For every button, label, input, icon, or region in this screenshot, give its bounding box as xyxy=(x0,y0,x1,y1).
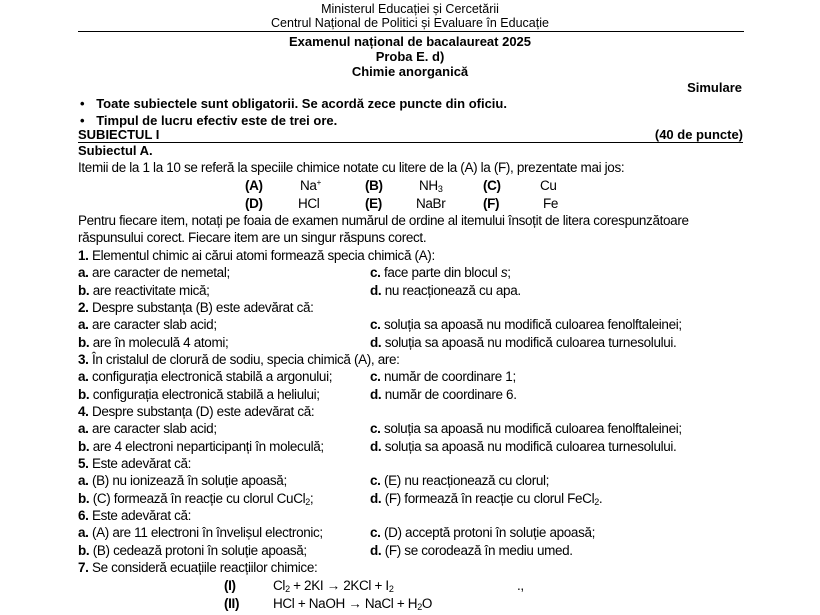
item-question: 7. Se consideră ecuațiile reacțiilor chimice: xyxy=(78,560,318,575)
option-c: c. (D) acceptă protoni în soluție apoasă; xyxy=(370,525,596,540)
option-d: d. (F) se corodează în mediu umed. xyxy=(370,543,573,558)
option-a: a. (A) are 11 electroni în învelișul electronic; xyxy=(78,525,323,540)
item-question: 5. Este adevărat că: xyxy=(78,456,192,471)
item-question: 3. În cristalul de clorură de sodiu, specia chimică (A), are: xyxy=(78,352,400,367)
reaction-label: (II) xyxy=(224,596,240,611)
simulare-label: Simulare xyxy=(687,80,742,95)
section-points: (40 de puncte) xyxy=(654,127,743,142)
species-label: (F) xyxy=(483,196,500,211)
rule-item: • Toate subiectele sunt obligatorii. Se acordă zece puncte din oficiu. xyxy=(80,96,507,111)
reaction-label: (I) xyxy=(224,578,236,593)
section-title: SUBIECTUL I xyxy=(78,127,160,142)
option-c: c. face parte din blocul s; xyxy=(370,265,511,280)
species-label: (A) xyxy=(245,178,263,193)
exam-proba: Proba E. d) xyxy=(375,49,445,64)
option-b: b. are în moleculă 4 atomi; xyxy=(78,335,229,350)
rule-item: • Timpul de lucru efectiv este de trei ore. xyxy=(80,113,338,128)
species-formula: Fe xyxy=(543,196,559,211)
header-divider xyxy=(78,31,744,32)
species-formula: Cu xyxy=(540,178,557,193)
species-formula: $NH_3$ xyxy=(419,178,443,194)
bullet-icon: • xyxy=(80,96,85,111)
species-formula: Na+ xyxy=(300,178,321,193)
exam-subject: Chimie anorganică xyxy=(351,64,469,79)
species-label: (D) xyxy=(245,196,263,211)
option-b: b. (C) formează în reacție cu clorul CuCl$_2$; xyxy=(78,491,314,507)
option-a: a. (B) nu ionizează în soluție apoasă; xyxy=(78,473,287,488)
reaction-trail: ., xyxy=(517,578,524,593)
option-d: d. soluția sa apoasă nu modifică culoarea turnesolului. xyxy=(370,439,677,454)
option-d: d. număr de coordinare 6. xyxy=(370,387,517,402)
ministry-name: Ministerul Educației și Cercetării xyxy=(321,2,499,16)
option-c: c. (E) nu reacționează cu clorul; xyxy=(370,473,550,488)
species-label: (E) xyxy=(365,196,382,211)
option-b: b. are reactivitate mică; xyxy=(78,283,210,298)
option-a: a. are caracter de nemetal; xyxy=(78,265,230,280)
option-d: d. soluția sa apoasă nu modifică culoarea turnesolului. xyxy=(370,335,677,350)
reaction-equation: $Cl_2 + 2KI \to 2KCl + I_2$ xyxy=(273,578,394,594)
option-a: a. are caracter slab acid; xyxy=(78,421,217,436)
option-c: c. număr de coordinare 1; xyxy=(370,369,516,384)
exam-title: Examenul național de bacalaureat 2025 xyxy=(288,34,532,49)
center-name: Centrul Național de Politici și Evaluare în Educație xyxy=(271,16,549,30)
subsection-title: Subiectul A. xyxy=(78,143,153,158)
option-a: a. are caracter slab acid; xyxy=(78,317,217,332)
bullet-icon: • xyxy=(80,113,85,128)
item-question: 4. Despre substanța (D) este adevărat că: xyxy=(78,404,315,419)
option-d: d. nu reacționează cu apa. xyxy=(370,283,521,298)
item-question: 1. Elementul chimic ai cărui atomi formează specia chimică (A): xyxy=(78,248,435,263)
option-d: d. (F) formează în reacție cu clorul FeCl$_2$. xyxy=(370,491,603,507)
reaction-equation: HCl + NaOH → NaCl + $H_2O$ xyxy=(273,596,432,612)
option-c: c. soluția sa apoasă nu modifică culoarea fenolftaleinei; xyxy=(370,317,682,332)
species-label: (B) xyxy=(365,178,383,193)
instruction-line: Pentru fiecare item, notați pe foaia de examen numărul de ordine al itemului însoțit de litera corespunzătoare xyxy=(78,213,689,228)
option-a: a. configurația electronică stabilă a argonului; xyxy=(78,369,333,384)
option-b: b. (B) cedează protoni în soluție apoasă; xyxy=(78,543,307,558)
intro-text: Itemii de la 1 la 10 se referă la speciile chimice notate cu litere de la (A) la (F), prezentate mai jos: xyxy=(78,160,625,175)
item-question: 6. Este adevărat că: xyxy=(78,508,192,523)
species-formula: NaBr xyxy=(416,196,446,211)
option-b: b. are 4 electroni neparticipanți în moleculă; xyxy=(78,439,324,454)
option-b: b. configurația electronică stabilă a heliului; xyxy=(78,387,320,402)
species-formula: HCl xyxy=(298,196,320,211)
option-c: c. soluția sa apoasă nu modifică culoarea fenolftaleinei; xyxy=(370,421,682,436)
item-question: 2. Despre substanța (B) este adevărat că: xyxy=(78,300,314,315)
section-underline xyxy=(78,142,743,143)
instruction-line: răspunsului corect. Fiecare item are un singur răspuns corect. xyxy=(78,230,427,245)
species-label: (C) xyxy=(483,178,501,193)
